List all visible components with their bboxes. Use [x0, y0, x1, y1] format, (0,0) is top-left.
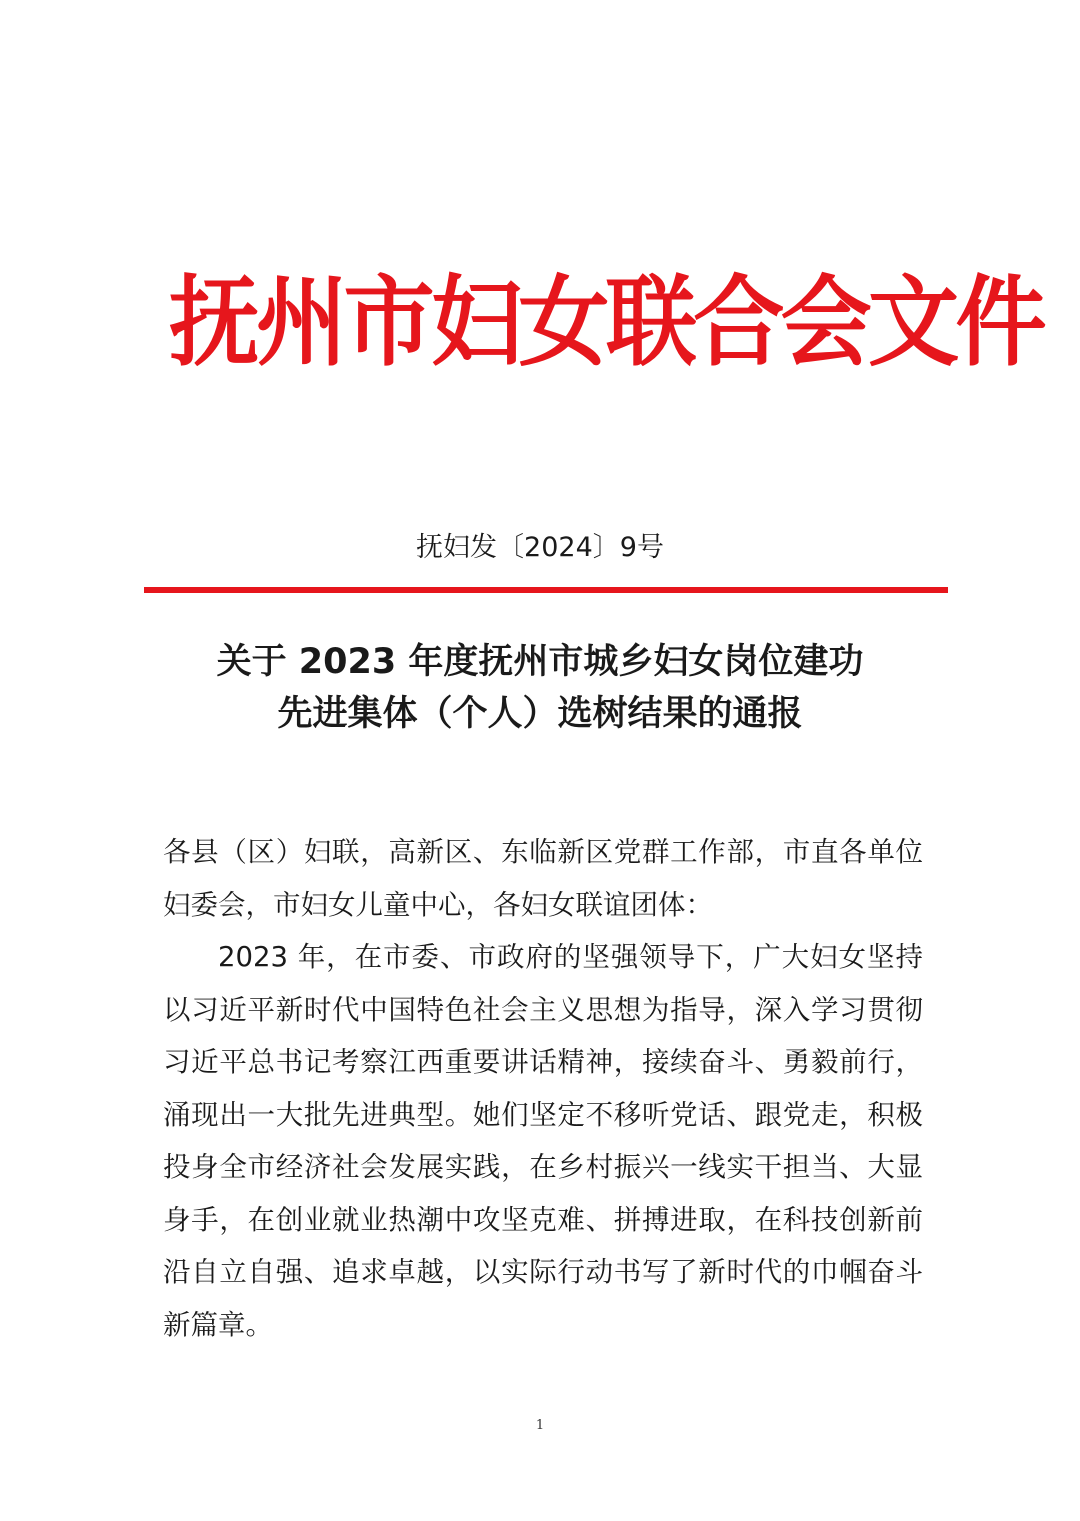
body-paragraph: 2023 年，在市委、市政府的坚强领导下，广大妇女坚持以习近平新时代中国特色社会主义思想为指导，深入学习贯彻习近平总书记考察江西重要讲话精神，接续奋斗、勇毅前行，涌现出一大批先进典型。她们坚定不移听党话、跟党走，积极投身全市经济社会发展实践，在乡村振兴一线实干担当、大显身手，在创业就业热潮中攻坚克难、拼搏进取，在科技创新前沿自立自强、追求卓越，以实际行动书写了新时代的巾帼奋斗新篇章。 [163, 941, 923, 1341]
document-title [120, 636, 960, 740]
page-number: 1 [535, 1418, 545, 1433]
red-divider-line [144, 587, 948, 593]
document-body [163, 826, 923, 1351]
issuing-organization-header: 抚州市妇女联合会文件 [168, 265, 1043, 380]
document-number: 抚妇发〔2024〕9号 [416, 532, 664, 563]
document-title-line-1: 关于 2023 年度抚州市城乡妇女岗位建功 [216, 642, 864, 682]
salutation: 各县（区）妇联，高新区、东临新区党群工作部，市直各单位妇委会，市妇女儿童中心，各妇女联谊团体： [163, 836, 923, 921]
document-title-line-2: 先进集体（个人）选树结果的通报 [277, 694, 803, 734]
